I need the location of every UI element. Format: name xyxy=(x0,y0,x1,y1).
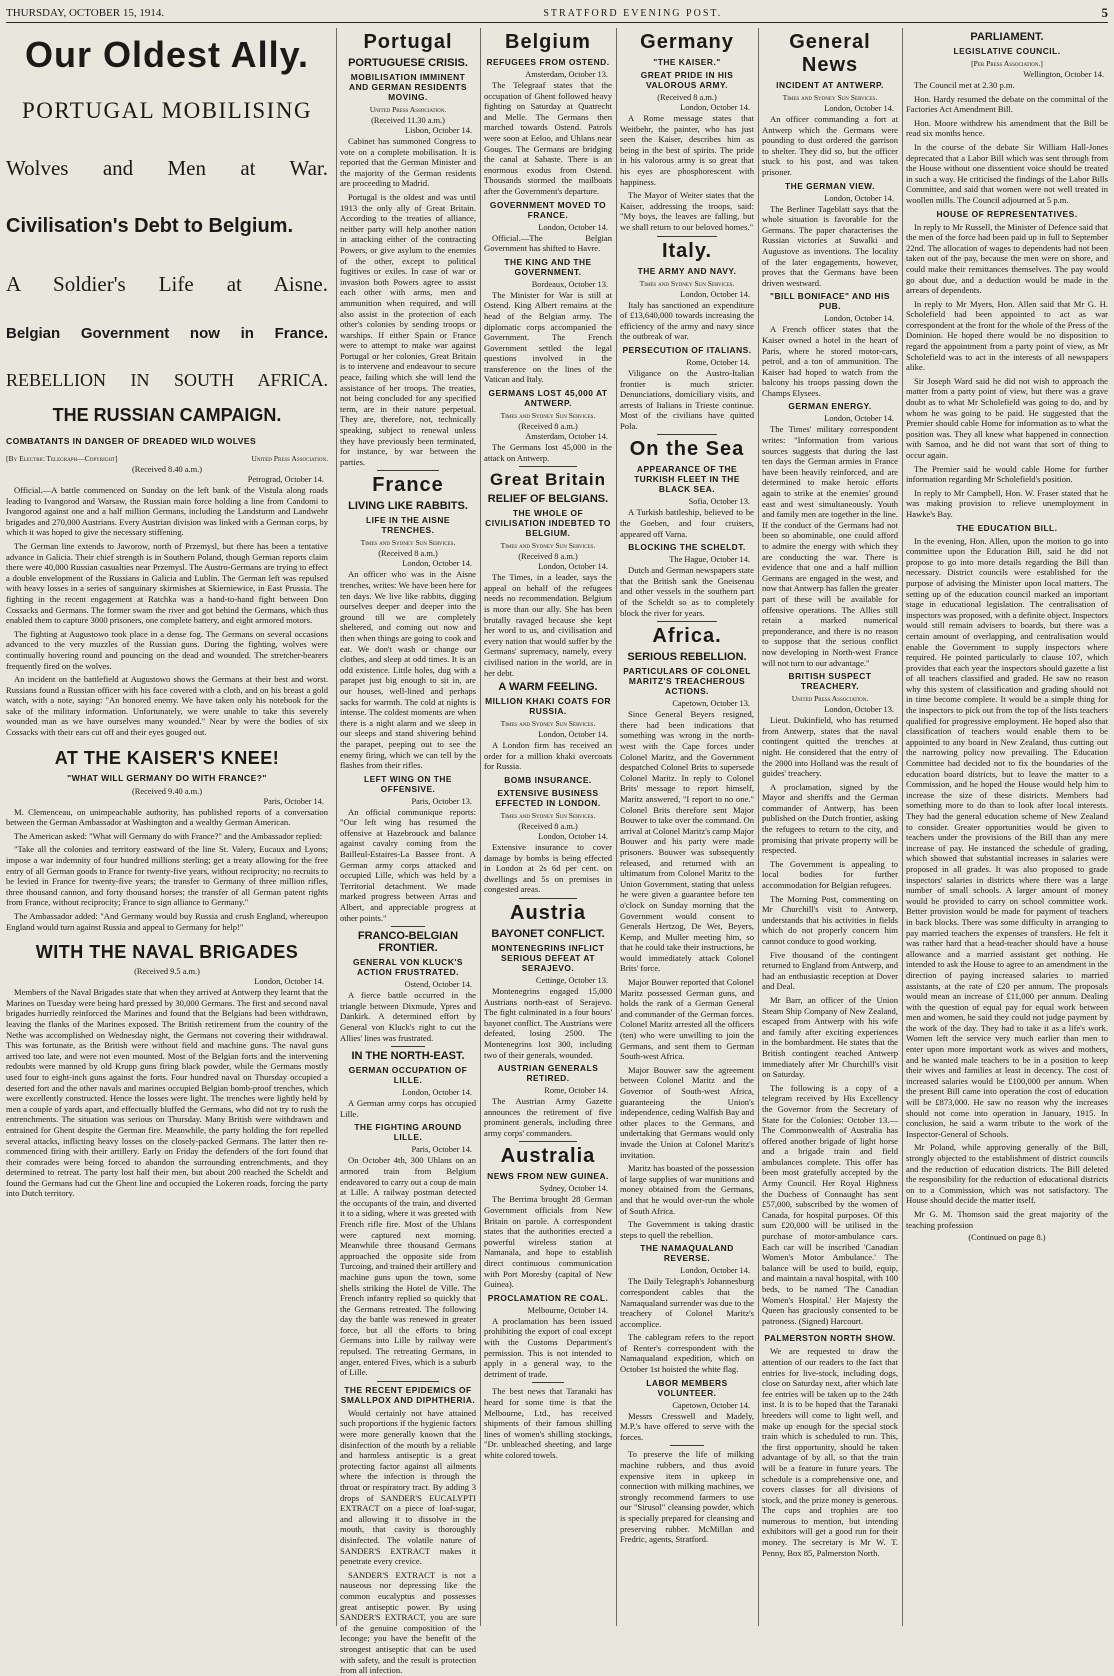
dateline: London, October 14. xyxy=(824,314,894,324)
feature-headline: A Soldier's Life at Aisne. xyxy=(6,272,328,296)
dateline: London, October 14. xyxy=(538,730,608,740)
masthead-strip xyxy=(6,4,1108,23)
article-paragraph: In reply to Mr Russell, the Minister of Defence said that the men of the force had been paid up in full to September 22nd. The allocation of wages to dependents had not been taken out of the pay, because the men were on shore, and could make their remittances themselves. The pay would go about due, and a deduction would be made in the arrears of dependents. xyxy=(906,221,1108,296)
article-paragraph: Hon. Moore withdrew his amendment that the Bill be read six months hence. xyxy=(906,117,1108,139)
article-paragraph: The Times, in a leader, says the appeal on behalf of the refugees needs no recommendation. Belgium is more than our ally. She has been brutally ravaged because she kept her word to us, and civilisation and every nation that would suffer by the Germans' supremacy, namely, every civilised nation in the world, are in her debt. xyxy=(484,572,612,678)
section-title: Africa. xyxy=(652,625,722,648)
section-title: General News xyxy=(789,31,871,76)
article-paragraph: The Telegraaf states that the occupation of Ghent followed heavy fighting on Saturday at Quatrecht and Melle. The Germans then marched towards Ostend. Patrols were soon at Eeloo, and Uhlans near Gouges. The Germans are bridging the canal at Sabaste. There is an enormous exodus from Ostend. Thousands stormed the mailboats after the Government's departure. xyxy=(484,80,612,196)
section-title: Italy. xyxy=(661,239,713,262)
article-paragraph: Official.—A battle commenced on Sunday on the left bank of the Vistula along roads leading to Ivangorod and Warsaw, the Russian main force holding a line from Candomi to Ivangorod against one and a half million Germans, including the Landsturm and Landwehr brigades and 270,000 Austrians. Every Austrian division was linked with a German corps, by which it was hoped to give the necessary stiffening. xyxy=(6,485,328,538)
column-portugal-france xyxy=(340,28,476,1676)
agency-line: United Press Association. xyxy=(251,454,328,463)
continued-note: (Continued on page 8.) xyxy=(968,1233,1046,1243)
subhead: LABOR MEMBERS VOLUNTEER. xyxy=(646,1377,728,1398)
headline: PORTUGUESE CRISIS. xyxy=(348,57,468,69)
article-paragraph: In the course of the debate Sir William Hall-Jones deprecated that a Labor Bill which was sent through from the House without one dissentient voice should be treated in such a way. He criticised the findings of the Labor Bills Committee, and said that women were not well treated in woollen mills. The Council adjourned at 5 p.m. xyxy=(906,141,1108,205)
agency-line: Times and Sydney Sun Services. xyxy=(500,719,596,729)
dateline: Bordeaux, October 13. xyxy=(531,279,608,289)
issue-date: THURSDAY, OCTOBER 15, 1914. xyxy=(6,7,165,19)
received-time: (Received 11.30 a.m.) xyxy=(371,116,445,125)
feature-headline: PORTUGAL MOBILISING xyxy=(21,98,313,123)
article-paragraph: Extensive insurance to cover damage by bombs is being effected in London at 2s 6d per cent. on dwellings and 5s on premises in congested areas. xyxy=(484,841,612,895)
subhead: AUSTRIAN GENERALS RETIRED. xyxy=(497,1063,599,1084)
column-rule xyxy=(616,28,617,1626)
dateline: Cettinge, October 13. xyxy=(535,975,608,985)
subhead: PARTICULARS OF COLONEL MARITZ'S TREACHEROUS ACTIONS. xyxy=(623,666,751,697)
article-paragraph: The Morning Post, commenting on Mr Churchill's visit to Antwerp, understands that his activities in fields which do not properly concern him cannot conduce to good working. xyxy=(762,893,898,946)
article-paragraph: The fighting at Augustowo took place in a dense fog. The Germans on several occasions advanced to the very muzzles of the Russian guns. During the fighting, wolves were continually hovering round and pouncing on the dead and wounded. The stretcher-bearers frequently fired on the wolves. xyxy=(6,628,328,671)
column-rule xyxy=(336,28,337,1626)
headline: SERIOUS REBELLION. xyxy=(627,651,747,664)
article-paragraph: M. Clemenceau, on unimpeachable authority, has published reports of a conversation between the German Ambassador at Washington and a wealthy German American. xyxy=(6,806,328,828)
dateline: London, October 14. xyxy=(254,977,324,987)
headline: NEWS FROM NEW GUINEA. xyxy=(487,1171,609,1182)
subhead: MOBILISATION IMMINENT AND GERMAN RESIDENTS MOVING. xyxy=(349,72,467,102)
article-paragraph: The Ambassador added: "And Germany would buy Russia and crush England, whereupon England would turn against Russia and appeal to Germany for help!" xyxy=(6,911,328,932)
subhead: PALMERSTON NORTH SHOW. xyxy=(764,1333,896,1344)
dateline: London, October 14. xyxy=(538,562,608,572)
article-paragraph: A French officer states that the Kaiser owned a hotel in the heart of Paris, where he stored motor-cars, petrol, and a ton of ammunition. The Kaiser had hoped to watch from the balcony his troops passing down the Champs Elysees. xyxy=(762,324,898,398)
subhead: PROCLAMATION RE COAL. xyxy=(487,1292,609,1303)
kaiser-headline: AT THE KAISER'S KNEE! xyxy=(54,747,280,768)
article-paragraph: Cabinet has summoned Congress to vote on a complete mobilisation. It is reported that the German Minister and the majority of the German residents are proceeding to Madrid. xyxy=(340,136,476,189)
subhead: PERSECUTION OF ITALIANS. xyxy=(622,344,752,355)
left-feature-column xyxy=(6,28,328,1202)
feature-headline: Civilisation's Debt to Belgium. xyxy=(6,215,294,237)
received-time: (Received 8 a.m.) xyxy=(518,552,578,562)
article-paragraph: A proclamation, signed by the Mayor and sheriffs and the German commander of Antwerp, has been published on the Dutch frontier, asking the refugees to return to the city, and promising that private property will be respected. xyxy=(762,781,898,856)
subhead: LIFE IN THE AISNE TRENCHES. xyxy=(365,515,451,536)
dateline: Paris, October 13. xyxy=(411,796,472,806)
dateline: London, October 14. xyxy=(402,559,472,569)
article-paragraph: An incident on the battlefield at Augustowo shows the Germans at their best and worst. Russians found a Russian officer with his face covered with a cloth, and on his breast a gold watch, with a note, saying: "An honored enemy. We have taken only his notebook for the sake of the military information. Unfortunately, we were unable to take this severely wounded man as we have ourselves many wounded." Near by were the bodies of six Cossacks with their ears cut off and their eyes gouged out. xyxy=(6,674,328,738)
subhead: THE NAMAQUALAND REVERSE. xyxy=(640,1243,734,1264)
headline: REFUGEES FROM OSTEND. xyxy=(486,57,610,67)
received-time: (Received 8 a.m.) xyxy=(518,422,578,432)
dateline: Capetown, October 13. xyxy=(672,699,750,709)
subhead: THE KING AND THE GOVERNMENT. xyxy=(504,256,592,277)
article-paragraph: Messrs Cresswell and Madely, M.P.'s have offered to serve with the forces. xyxy=(620,1410,754,1442)
article-paragraph: The Daily Telegraph's Johannesburg correspondent cables that the Namaqualand surrender was due to the treachery of Colonel Maritz's accomplice. xyxy=(620,1276,754,1329)
subhead: GOVERNMENT MOVED TO FRANCE. xyxy=(489,199,607,220)
advertisement-text: The best news that Taranaki has heard for some time is that the Melbourne, Ltd., has received shipments of their famous shilling lines of women's shilling stockings, "Dr. unbleached sheeting, and large white colored towels. xyxy=(484,1386,612,1460)
headline: "THE KAISER." xyxy=(653,57,721,67)
article-paragraph: The cablegram refers to the report of Renter's correspondent with the Namaqualand expedition, which on October 1st hoisted the white flag. xyxy=(620,1332,754,1375)
article-paragraph: Since General Beyers resigned, there had been indications that something was wrong in the north-west with the Cape forces under Colonel Maritz, and the Government despatched Colonel Brits to supersede Colonel Maritz. In reply to Colonel Brits' message to report himself, Maritz answered, "I report to no one." Colonel Brits therefore sent Major Bouwer to take over the command. On arrival at Colonel Maritz's camp Major Bouwer and his party were made prisoners. Bouwer was subsequently released, and returned with an ultimatum from Colonel Maritz to the Union Government, stating that unless he were given a guarantee before ten o'clock on Sunday morning that the Government would consent to Generals Hertzog, De Wet, Beyers, Kemp, and Muller meeting him, so that he could take their instructions, he would immediately attack Colonel Brits' force. xyxy=(620,709,754,974)
article-paragraph: A London firm has received an order for a million khaki overcoats for Russia. xyxy=(484,740,612,772)
section-title: Portugal xyxy=(363,31,453,53)
feature-headline: Belgian Government now in France. xyxy=(6,325,328,342)
dateline: Sofia, October 13. xyxy=(688,497,750,507)
article-paragraph: The Austrian Army Gazette announces the retirement of five prominent generals, including three army corps' commanders. xyxy=(484,1096,612,1138)
dateline: Lisbon, October 14. xyxy=(405,126,472,135)
section-title: Australia xyxy=(500,1145,596,1168)
dateline: Paris, October 14. xyxy=(263,796,324,806)
column-belgium-britain xyxy=(484,28,612,1626)
article-paragraph: In the evening, Hon. Allen, upon the motion to go into committee upon the Education Bill, said he did not propose to go into more details regarding the Bill than necessary. District councils were established for the purpose of advising the Minister upon local matters. The setting up of the education council marked an important stage in educational legislation. The centralisation of inspectors was proposed, with a definite object. Inspectors would still remain advisers to boards, but there was a certain amount of overlapping, and centralisation would enable the Government to supply inspectors where required. He pointed particularly to clause 107, which provides that each year the inspectors should gazette a list of all teachers classified and graded. He saw no reason why this system of classification and grading should not in time become complete. It would be a simple thing for the inspectors to pick out from the top of the lists teachers qualified for progressive employment. He hoped also that classification of teachers would enable them to be appointed to any board in New Zealand, thus cutting out the narrowing policy now prevailing. The Education Committee had decided not to fix the boundaries of the education board districts, but to leave the matter to a Commission, and he hoped the House would help him to increase the size of these districts. Members had something more to do than to look after local interests. They had the general education scheme of New Zealand to consider. Greater opportunities would be given to teachers under the provisions of the Bill than any mere increase of pay. He instanced the schedule of grading, which showed that substantial increases in salaries were proposed in all grades. It was also proposed to grade inspectors' salaries in districts where there was a large number of small schools. A larger amount of money would be provided to carry on school committee work. Better provision would be made for payment of teachers in back blocks. There was some difficulty in arranging to pay married teachers the expenses of transfers. He felt it was rather hard that a head-teacher should have a house allowance and a married assistant get nothing. He intended to ask the House to agree to an amendment in the direction of paying increased salaries to married assistants, at the rate of £20 per annum. The proposals would mean an increase of £11,000 per annum. Dealing with the question of equal pay for equal work between men and women, he said they could not judge payment by the work of the day. They had to take it as a life's work. Women left the service very much earlier than men to enter upon more important work as wives and mothers, and he wanted male teachers to be in a position to keep their wives and families at least in decency. The cost of increased salaries would be £100,000 per annum. When the present Bill came into operation the cost of education will be £873,000. He saw no reason why the increases should not come into operation in January, 1915. In conclusion, he said a warm tribute to the work of the Inspector-General of Schools. xyxy=(906,535,1108,1139)
subhead: THE GERMAN VIEW. xyxy=(785,180,875,191)
article-paragraph: The Mayor of Weiter states that the Kaiser, addressing the troops, said: "My boys, the leaves are falling, but we shall return to our beloved homes." xyxy=(620,190,754,232)
feature-headline: REBELLION IN SOUTH AFRICA. xyxy=(6,370,328,390)
section-title: Germany xyxy=(640,31,734,53)
headline: A WARM FEELING. xyxy=(498,681,598,694)
article-paragraph: The following is a copy of a telegram received by His Excellency the Governor from the Secretary of State for the Colonies: October 13.—The Commonwealth of Australia has offered another brigade of light horse and a brigade train and field ambulances complete. This offer has been most gratefully accepted by the Army Council. Her Royal Highness the Duchess of Connaught has sent £57,000, subscribed by the women of Canada, for hospital purposes. Of this sum £20,000 will be utilised in the purchase of motor-ambulance cars. Each car will be inscribed 'Canadian Women's Motor Ambulance.' The balance will be used to build, equip, and maintain a naval hospital, with 100 beds, to be named 'The Canadian Women's Hospital.' Her Majesty the Queen has graciously consented to be patroness. (Signed) Harcourt. xyxy=(762,1082,898,1326)
article-paragraph: The German line extends to Jaworow, north of Przemysl, but there has been a tentative advance in Galicia. Their chief strength is in Southern Poland, though German reports claim there were 40,000 Russian casualties near Przemysl. The Austro-Germans are trying to effect a double envelopment of the Russians in Galicia and Lublin. The German left was repulsed with heavy losses in a series of sanguinary skirmishes at Skierniewice, in East Prussia. The fighting in the recent engagement at Ratchka was a hand-to-hand fight between Don Cossacks and Germans. The former swam the river and got behind the Germans, which thus enabled them to capture 3000 prisoners, one complete battery, and eight armored motors. xyxy=(6,540,328,626)
subhead: EXTENSIVE BUSINESS EFFECTED IN LONDON. xyxy=(495,787,601,808)
headline: LEGISLATIVE COUNCIL. xyxy=(953,46,1061,56)
agency-line: Times and Sydney Sun Services. xyxy=(782,93,878,102)
russian-subhead: COMBATANTS IN DANGER OF DREADED WILD WOLVES xyxy=(6,436,257,446)
article-paragraph: An official communique reports: "Our left wing has resumed the offensive at Hazebrouck and balance against cavalry coming from the Bailleul-Estaires-La Bassee front. A German army corps attacked and occupied Lille, which was held by a Territorial detachment. We made marked progress between Arras and Albert, and appreciable progress at other points." xyxy=(340,806,476,923)
dateline: Petrograd, October 14. xyxy=(247,475,324,484)
agency-line: Times and Sydney Sun Services. xyxy=(500,411,596,421)
received-time: (Received 8 a.m.) xyxy=(518,821,578,831)
article-paragraph: The Times' military correspondent writes: "Information from various sources suggests that during the last ten days the German armies in France have been heavily reinforced, and are determined to make heroic efforts again to strike at the enemies' ground east and west simultaneously. Youth and family men are together in the line. If the conduct of the Germans had not been so abominable, one could afford to admire the energy with which they are conducting the war. There is evidence that one and a half million Germans are engaged in the west, and now that Antwerp has fallen the greater part of these will be available for offensive operations. The Allies still retain a marked numerical preponderance, and there is no reason to suppose that the serious conflict now developing in North-west France will not turn to our advantage." xyxy=(762,424,898,668)
agency-line: Times and Sydney Sun Services. xyxy=(500,541,596,551)
dateline: Sydney, October 14. xyxy=(539,1184,608,1194)
article-paragraph: The Minister for War is still at Ostend. King Albert remains at the head of the Belgian army. The diplomatic corps accompanied the Government. The French Government settled the legal questions involved in the transference on the lines of the Vatican and Italy. xyxy=(484,289,612,385)
article-paragraph: An officer commanding a fort at Antwerp which the Germans were pounding to dust ordered the garrison to shelter. They did so, but the officer stuck to his post, and was taken prisoner. xyxy=(762,114,898,177)
column-rule xyxy=(758,28,759,1626)
paper-name: STRATFORD EVENING POST. xyxy=(543,7,723,19)
feature-headline: Our Oldest Ally. xyxy=(24,34,310,75)
article-paragraph: An officer who was in the Aisne trenches, writes: We have been here for ten days. We live like rabbits, digging ourselves deeper and deeper into the ground till we are completely sheltered, and coming out now and then when things are going to cook and eat. We don't wash or change our clothes, and sleep at odd times. It is an odd existence. Little holes, dug with a parapet just big enough to sit in, are our houses, well-lined and perhaps sacks for warmth. The cold at nights is intense. The coldest moments are when there is a night alarm and we sleep in our sleeps and stand shivering behind the parapet, peeping out to see the enemy firing, which we can tell by the flashes from their rifles. xyxy=(340,569,476,771)
dateline: London, October 14. xyxy=(680,289,750,299)
subhead: GERMAN OCCUPATION OF LILLE. xyxy=(348,1065,468,1086)
headline: APPEARANCE OF THE TURKISH FLEET IN THE BLACK SEA. xyxy=(634,464,740,495)
subhead: MONTENEGRINS INFLICT SERIOUS DEFEAT AT SERAJEVO. xyxy=(491,942,605,973)
advertisement-text: To preserve the life of milking machine rubbers, and thus avoid expensive item in upkeep in connection with milking machines, we strongly recommend farmers to use our "Sirusol" cleansing powder, which is specially prepared for cleansing and preserving rubber. McMillan and Fredric, agents, Stratford. xyxy=(620,1449,754,1545)
article-paragraph: Italy has sanctioned an expenditure of £13,640,000 towards increasing the efficiency of the army and navy since the outbreak of war. xyxy=(620,299,754,342)
column-parliament xyxy=(906,28,1108,1626)
article-paragraph: Mr Poland, while approving generally of the Bill, strongly objected to the establishment of district councils and the reduction of education districts. The Bill deleted the responsibility for the reduction of educational districts on to a Commission, which was not satisfactory. The House should decide the matter itself. xyxy=(906,1142,1108,1206)
received-time: (Received 8 a.m.) xyxy=(657,93,717,102)
article-paragraph: A Turkish battleship, believed to be the Goeben, and four cruisers, appeared off Varna. xyxy=(620,507,754,539)
agency-line: United Press Association. xyxy=(369,105,447,114)
article-paragraph: Viligance on the Austro-Italian frontier is much stricter. Denunciations, domiciliary visits, and arrests of Italians in Trieste continue. Most of the civilians have quitted Pola. xyxy=(620,367,754,431)
subhead: GENERAL VON KLUCK'S ACTION FRUSTRATED. xyxy=(353,957,463,978)
article-paragraph: Official.—The Belgian Government has shifted to Havre. xyxy=(484,232,612,254)
article-paragraph: Major Bouwer saw the agreement between Colonel Maritz and the Governor of South-west Africa, guaranteeing the Union's independence, ceding Walfish Bay and other places to the Germans, and undertaking that Germans would only invade the Union at Colonel Maritz's invitation. xyxy=(620,1064,754,1160)
article-paragraph: Maritz has boasted of the possession of large supplies of war munitions and money obtained from the Germans, and that he would over-run the whole of South Africa. xyxy=(620,1163,754,1216)
dateline: London, October 14. xyxy=(680,103,750,112)
article-paragraph: The Premier said he would cable Home for further information regarding Mr Scholefield's position. xyxy=(906,463,1108,485)
section-title: Belgium xyxy=(505,31,591,53)
dateline: London, October 14. xyxy=(824,193,894,203)
subhead: MILLION KHAKI COATS FOR RUSSIA. xyxy=(485,696,611,717)
page-number: 5 xyxy=(1101,5,1108,20)
agency-line: United Press Association. xyxy=(791,694,869,704)
article-paragraph: Montenegrins engaged 15,000 Austrians north-east of Serajevo. The fight culminated in a four hours' bayonet conflict. The Austrians were defeated, losing 2500. The Montenegrins lost 300, including two of their generals, wounded. xyxy=(484,985,612,1060)
article-paragraph: Sir Joseph Ward said he did not wish to approach the matter from a party point of view, but there was a grave doubt as to what Mr Scholefield was going to do, and by whom he was going to be paid. He suggested that the Premier should cable Home for information as to what the position was. They all knew what happened in connection with Samoa, and he did not want that sort of thing to occur again. xyxy=(906,375,1108,460)
subhead: THE FIGHTING AROUND LILLE. xyxy=(354,1122,462,1143)
column-rule xyxy=(480,28,481,1626)
subhead: GERMAN ENERGY. xyxy=(788,401,872,412)
article-paragraph: A Rome message states that Weitbehr, the painter, who has just seen the Kaiser, describes him as being in the best of spirits. The pride in his valorous army is so great that his eyes are phosphorescent with happiness. xyxy=(620,113,754,187)
dateline: Wellington, October 14. xyxy=(1023,70,1104,79)
subhead: BOMB INSURANCE. xyxy=(504,774,592,785)
article-paragraph: The Berliner Tageblatt says that the whole situation is favorable for the Germans. The paper characterises the Russian victories at Suwalki and Augustove as inventions. The locality of the later engagements, however, proves that the Germans have been driven westward. xyxy=(762,203,898,288)
section-title: PARLIAMENT. xyxy=(970,31,1044,43)
article-paragraph: In reply to Mr Campbell, Hon. W. Fraser stated that he was making provision to relieve unemployment in Hawke's Bay. xyxy=(906,487,1108,519)
article-paragraph: We are requested to draw the attention of our readers to the fact that entries for live-stock, including dogs, close on Saturday next, after which late fee entries will be taken up to the 24th inst. It is to be hoped that the Taranaki breeders will come to light well, and make up enough for the special stock train which is scheduled to run. This, the first opportunity, should be taken advantage of by all, so that the train will be a feature in future years. The schedule is a comprehensive one, and covers classes for all divisions of stock, and the prize money is generous. The cups and trophies are too numerous to mention, but intending exhibitors will get a good run for their money. The secretary is Mr W. T. Penny, Box 85, Palmerston North. xyxy=(762,1346,898,1558)
section-title: France xyxy=(372,474,444,497)
dateline: Capetown, October 14. xyxy=(672,1400,750,1410)
article-paragraph: The Government is appealing to local bodies for further accommodation for Belgian refugees. xyxy=(762,858,898,891)
agency-line: Times and Sydney Sun Services. xyxy=(639,278,735,288)
dateline: London, October 14. xyxy=(402,1088,472,1098)
article-paragraph: "Take all the colonies and territory eastward of the line St. Valery, Eucaux and Lyons; impose a war indemnity of four hundred millions sterling; get a treaty allowing for the free entry of all German goods to France for twenty-five years, without reciprocity; no recruits to be levied in France for twenty-five years; the transfer to Germany of three million rifles, three thousand cannon, and forty thousand horses; the transfer of all German patent rights from France, without reciprocity; France to sign alliance to Germany." xyxy=(6,844,328,908)
article-paragraph: In reply to Mr Myers, Hon. Allen said that Mr G. H. Scholefield had been appointed to act as war correspondent at the front for the whole of the Press of the Dominion. He hoped there would be no disposition to regard the appointment from a party point of view, as Mr Scholefield was to act in the interests of all newspapers alike. xyxy=(906,298,1108,373)
agency-line: [Per Press Association.] xyxy=(971,59,1043,68)
advertisement-text: Would certainly not have attained such proportions if the hygienic factors were more generally known that the disinfection of the mouth by a reliable and harmless antiseptic is a great protecting factor against all ailments where the infection is through the throat or respiratory tract. By adding 3 drops of SANDER'S EUCALYPTI EXTRACT on a piece of loaf-sugar, and allowing it to dissolve in the mouth, that cavity is thoroughly disinfected. The volatile nature of SANDER'S EXTRACT makes it penetrate every crevice. xyxy=(340,1407,476,1567)
column-general-news xyxy=(762,28,898,1626)
feature-headline: Wolves and Men at War. xyxy=(6,156,328,180)
received-time: (Received 8 a.m.) xyxy=(378,549,438,559)
feature-headline: THE RUSSIAN CAMPAIGN. xyxy=(52,405,282,425)
subhead: GREAT PRIDE IN HIS VALOROUS ARMY. xyxy=(640,70,734,90)
subhead: THE EDUCATION BILL. xyxy=(956,522,1058,533)
article-paragraph: Members of the Naval Brigades state that when they arrived at Antwerp they learnt that the Marines on Tuesday were being hard pressed by 30,000 Germans. The first and second naval brigades hurriedly reinforced the Marines and found that the Belgians had been withdrawn, leaving the flanks of the Marines exposed. The British retirement from the country of the Nethe was accomplished on Wednesday night, the Germans not covering their withdrawal. This was fortunate, as the British were without field and machine guns. The naval guns arrived too late, and were not even mounted. Most of the Belgian forts and the intervening redoubts were manned by old Krupp guns firing black powder, while the Germans mostly used four to eight-inch guns against the forts. Four hundred naval on Thursday occupied a deserted fort and the other navals and marines occupied Belgian bomb-proof trenches, which were excellently constructed. Hence the losses were light. The trenches were lightly held by men a couple of yards apart, and effectually bluffed the Germans, who did not try to rush the entrenchments. The situation was serious on Thursday. Many British were withdrawn and entrained for Ghent despite the German fire. Meanwhile, the party holding the fort repelled several attacks, inflicting heavy losses on the closely-packed Germans. The latter then re-commenced firing with their artillery. Early on Friday the defenders of the fort found that their comrades were being forced to abandon the surrounding entrenchments, and they determined to retreat. The party lost half their men, but about 200 reached the Scheldt and found the Germans had cut the Ghent line and occupied the Lokeren roads, forcing the party into Dutch territory. xyxy=(6,987,328,1199)
credit-line: [By Electric Telegraph—Copyright] xyxy=(6,454,118,463)
dateline: London, October 14. xyxy=(824,104,894,113)
headline: THE ARMY AND NAVY. xyxy=(637,265,737,276)
advertisement-text: SANDER'S EXTRACT is not a nauseous nor depressing like the common eucalyptus and possesses great antiseptic power. By using SANDER'S EXTRACT, you are sure of the genuine composition of the Ieconge; you have the benefit of the strongest antiseptic that can be used with safety, and the result is protection from all infection. xyxy=(340,1569,476,1676)
article-paragraph: The Germans lost 45,000 in the attack on Antwerp. xyxy=(484,442,612,463)
agency-line: Times and Sydney Sun Services. xyxy=(360,538,456,548)
dateline: London, October 14. xyxy=(538,222,608,232)
dateline: Melbourne, October 14. xyxy=(527,1305,608,1315)
article-paragraph: Major Bouwer reported that Colonel Maritz possessed German guns, and holds the rank of a German General and commander of the German forces. Colonel Maritz arrested all the officers (ten) who were unwilling to join the Germans, and sent them to German South-west Africa. xyxy=(620,977,754,1062)
article-paragraph: A fierce battle occurred in the triangle between Dixmude, Ypres and Dankirk. A determined effort by General von Kluck's right to cut the Allies' lines was frustrated. xyxy=(340,990,476,1043)
dateline: London, October 14. xyxy=(538,831,608,841)
headline: LIVING LIKE RABBITS. xyxy=(348,500,468,513)
dateline: London, October 14. xyxy=(824,414,894,424)
subhead: GERMANS LOST 45,000 AT ANTWERP. xyxy=(488,388,608,409)
dateline: Amsterdam, October 14. xyxy=(525,432,608,442)
kaiser-subhead: "WHAT WILL GERMANY DO WITH FRANCE?" xyxy=(67,772,267,783)
article-paragraph: Mr G. M. Thomson said the great majority of the teaching profession xyxy=(906,1208,1108,1230)
article-paragraph: The Government is taking drastic steps to quell the rebellion. xyxy=(620,1219,754,1240)
subhead: BRITISH SUSPECT TREACHERY. xyxy=(788,671,872,692)
article-paragraph: Mr Barr, an officer of the Union Steam Ship Company of New Zealand, escaped from Antwerp with his wife and family after exciting experiences in the bombardment. He states that the British contingent reached Antwerp immediately after Mr Churchill's visit on Saturday. xyxy=(762,994,898,1080)
article-paragraph: Lieut. Dukinfield, who has returned from Antwerp, states that the naval contingent quitted the trenches at night. He considered that the entry of the 2000 into Holland was the result of guides' treachery. xyxy=(762,715,898,779)
article-paragraph: The Berrima brought 28 German Government officials from New Britain on parole. A correspondent states that the authorities erected a powerful wireless station at Namanala, and hope to establish direct continuous communication with Port Moresby (capital of New Guinea). xyxy=(484,1194,612,1290)
section-title: On the Sea xyxy=(629,438,745,461)
subhead: HOUSE OF REPRESENTATIVES. xyxy=(936,208,1078,219)
dateline: London, October 13. xyxy=(824,705,894,715)
agency-line: Times and Sydney Sun Services. xyxy=(500,810,596,820)
advertisement-heading: THE RECENT EPIDEMICS OF SMALLPOX AND DIPHTHERIA. xyxy=(340,1384,476,1405)
subhead: LEFT WING ON THE OFFENSIVE. xyxy=(363,773,453,794)
dateline: Ostend, October 14. xyxy=(404,980,472,990)
dateline: The Hague, October 14. xyxy=(669,555,750,565)
article-paragraph: Dutch and German newspapers state that the British sank the Gneisenau and other vessels in the southern part of the Scheldt so as to completely block the river for years. xyxy=(620,565,754,618)
headline: FRANCO-BELGIAN FRONTIER. xyxy=(357,930,459,955)
article-paragraph: Five thousand of the contingent returned to England from Antwerp, and had an enthusiastic reception at Dover and Deal. xyxy=(762,949,898,992)
dateline: Paris, October 14. xyxy=(411,1145,472,1155)
received-time: (Received 8.40 a.m.) xyxy=(132,465,202,474)
column-rule xyxy=(902,28,903,1626)
headline: BAYONET CONFLICT. xyxy=(491,927,605,940)
section-title: Great Britain xyxy=(490,470,606,490)
article-paragraph: Portugal is the oldest and was until 1913 the only ally of Great Britain. According to the treaties of alliance, neither party will help another nation in attacking either of the contracting Powers, or give asylum to the enemies of the other, except to political fugitives or exiles. In case of war or invasion both Powers agree to assist each other with arms, men and ammunition when required, and will also assist in the protection of each other's colonies by sending troops or warships. If either Spain or France were to attempt to make war against Portugal or her colonies, Great Britain is to intervene and endeavour to secure peace, failing which she will lend the assistance of her troops. The treaties, not being concluded for any specified term, are in their nature perpetual. They are, therefore, not, technically speaking, subject to renewal unless they have previously been terminated, for instance, by war between the parties. xyxy=(340,191,476,467)
headline: INCIDENT AT ANTWERP. xyxy=(776,80,884,90)
received-time: (Received 9.5 a.m.) xyxy=(134,967,200,977)
subhead: "BILL BONIFACE" AND HIS PUB. xyxy=(770,291,890,312)
article-paragraph: On October 4th, 300 Uhlans on an armored train from Belgium endeavored to carry out a coup de main at Lille. A railway postman detected the occupants of the train, and diverted it to a siding, where it was greeted with French rifle fire. Most of the Uhlans were captured next morning. Meanwhile three thousand Germans approached the opposite side from Turcoing, and trained their artillery and machine guns upon the town, some shells striking the Hotel de Ville. The French infantry replied so quickly that the Germans retreated. The following day the battle was renewed in greater force, but all the efforts to bring Germans into Lille by railway were repulsed. The retreating Germans, in anger, entered Fives, which is a suburb of Lille. xyxy=(340,1155,476,1378)
received-time: (Received 9.40 a.m.) xyxy=(132,786,202,796)
headline: RELIEF OF BELGIANS. xyxy=(487,493,609,506)
headline: IN THE NORTH-EAST. xyxy=(351,1050,465,1063)
dateline: Rome, October 14. xyxy=(544,1086,608,1096)
naval-headline: WITH THE NAVAL BRIGADES xyxy=(35,942,299,963)
section-title: Austria xyxy=(510,901,586,924)
article-paragraph: A proclamation has been issued prohibiting the export of coal except with the Customs Department's permission. This is not intended to apply in a general way, to the detriment of trade. xyxy=(484,1315,612,1379)
subhead: BLOCKING THE SCHELDT. xyxy=(628,542,746,553)
dateline: Rome, October 14. xyxy=(686,357,750,367)
dateline: London, October 14. xyxy=(680,1266,750,1276)
column-germany-africa xyxy=(620,28,754,1626)
dateline: Amsterdam, October 13. xyxy=(525,70,608,79)
subhead: THE WHOLE OF CIVILISATION INDEBTED TO BELGIUM. xyxy=(485,508,611,539)
article-paragraph: Hon. Hardy resumed the debate on the committal of the Factories Act Amendment Bill. xyxy=(906,93,1108,115)
article-paragraph: The American asked: "What will Germany do with France?" and the Ambassador replied: xyxy=(14,830,323,841)
article-paragraph: A German army corps has occupied Lille. xyxy=(340,1098,476,1119)
article-paragraph: The Council met at 2.30 p.m. xyxy=(914,80,1015,90)
